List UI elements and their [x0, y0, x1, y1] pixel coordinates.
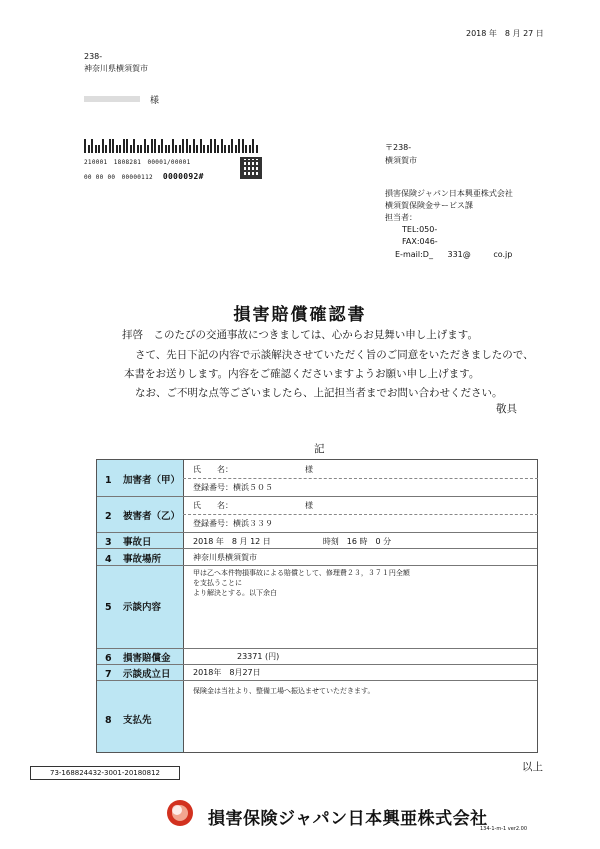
barcode-bar	[130, 145, 132, 153]
postal-barcode	[84, 134, 294, 148]
sender-email	[395, 250, 512, 259]
compensation-amount: 23371 (円)	[237, 652, 280, 661]
barcode-bar	[221, 139, 223, 153]
barcode-bar	[249, 145, 251, 153]
barcode-bar	[168, 145, 170, 153]
barcode-bar	[193, 139, 195, 153]
mail-code-line1: 210001 1808281 00001/00001	[84, 159, 191, 166]
table-row-divider	[97, 565, 537, 566]
table-inner-divider	[183, 514, 538, 515]
barcode-bar	[245, 145, 247, 153]
row-label-songaibaishokin: 6 損害賠償金	[105, 653, 171, 664]
document-title: 損害賠償確認書	[233, 305, 367, 325]
settlement-text-line1: 甲は乙へ本件物損事故による賠償として、修理費２３，３７１円全額	[193, 569, 410, 577]
row-label-jidannaiyo: 5 示談内容	[105, 602, 162, 613]
barcode-bar	[84, 139, 86, 153]
barcode-bar	[158, 145, 160, 153]
table-inner-divider	[183, 478, 538, 479]
barcode-bar	[256, 145, 258, 153]
row-label-jidanseiritsubi: 7 示談成立日	[105, 669, 171, 680]
accident-place: 神奈川県横須賀市	[193, 553, 257, 562]
company-logo-icon	[166, 799, 194, 827]
table-row-divider	[97, 532, 537, 533]
form-code: 134-1-m-1 ver2.00	[480, 826, 528, 832]
mail-code-line2	[84, 172, 204, 181]
barcode-bar	[165, 145, 167, 153]
row-label-higaisha: 2 被害者（乙）	[105, 511, 181, 522]
barcode-bar	[231, 139, 233, 153]
addressee-address: 神奈川県横須賀市	[84, 64, 148, 73]
kagaisha-registration: 登録番号：横浜５０５	[193, 483, 273, 492]
barcode-bar	[196, 145, 198, 153]
sender-company: 損害保険ジャパン日本興亜株式会社	[385, 189, 513, 198]
barcode-bar	[235, 145, 237, 153]
barcode-bar	[95, 145, 97, 153]
barcode-bar	[210, 139, 212, 153]
barcode-bar	[175, 145, 177, 153]
sender-tel: TEL:050-	[402, 225, 438, 234]
barcode-bar	[172, 139, 174, 153]
barcode-bar	[189, 145, 191, 153]
body-paragraph-4: なお、ご不明な点等ございましたら、上記担当者までお問い合わせください。	[135, 387, 503, 399]
barcode-bar	[224, 145, 226, 153]
ki-heading: 記	[314, 443, 325, 455]
settlement-date: 2018年 8月27日	[193, 668, 261, 677]
accident-date: 2018 年 8 月 12 日 時刻 16 時 0 分	[193, 537, 392, 546]
barcode-bar	[105, 145, 107, 153]
table-row-divider	[97, 680, 537, 681]
table-row-divider	[97, 548, 537, 549]
sender-email-end: co.jp	[493, 250, 513, 259]
qr-code-icon	[240, 157, 262, 179]
row-label-shiharaisaki: 8 支払先	[105, 715, 152, 726]
barcode-bar	[133, 139, 135, 153]
higaisha-registration: 登録番号：横浜３３９	[193, 519, 273, 528]
barcode-bar	[140, 145, 142, 153]
body-paragraph-2: さて、先日下記の内容で示談解決させていただく旨のご同意をいただきましたので、	[135, 349, 534, 361]
payee-text: 保険金は当社より、整備工場へ振込ませていただきます。	[193, 687, 375, 695]
row-label-jikobi: 3 事故日	[105, 537, 152, 548]
mail-code-line2-main: 00 00 00 00000112	[84, 174, 153, 181]
barcode-bar	[242, 139, 244, 153]
barcode-bar	[207, 145, 209, 153]
barcode-bar	[151, 139, 153, 153]
sender-email-mid: 331@	[447, 250, 471, 259]
barcode-bar	[116, 145, 118, 153]
settlement-table	[96, 459, 538, 753]
table-row-divider	[97, 496, 537, 497]
table-row-divider	[97, 648, 537, 649]
kagaisha-name: 氏 名： 様	[193, 465, 313, 474]
barcode-bar	[137, 145, 139, 153]
barcode-bar	[88, 145, 90, 153]
barcode-bar	[179, 145, 181, 153]
body-paragraph-3: 本書をお送りします。内容をご確認くださいますようお願い申し上げます。	[124, 368, 480, 380]
row-label-jikobasho: 4 事故場所	[105, 554, 162, 565]
barcode-bar	[147, 145, 149, 153]
barcode-bar	[161, 139, 163, 153]
settlement-text-line2: を支払うことに	[193, 579, 242, 587]
barcode-bar	[112, 139, 114, 153]
barcode-bar	[238, 139, 240, 153]
addressee-name-suffix: 様	[150, 96, 160, 106]
document-id-box: 73-168824432-3001-20180812	[30, 766, 180, 780]
sender-zip: 〒238-	[385, 143, 412, 152]
redacted-name	[84, 96, 140, 102]
sender-address: 横須賀市	[385, 156, 417, 165]
barcode-bar	[203, 145, 205, 153]
body-paragraph-1: 拝啓 このたびの交通事故につきましては、心からお見舞い申し上げます。	[122, 329, 478, 341]
table-row-divider	[97, 664, 537, 665]
ijo-marker: 以上	[522, 761, 543, 773]
sender-department: 横須賀保険金サービス課	[385, 201, 473, 210]
issue-date: 2018 年 8 月 27 日	[466, 29, 544, 38]
company-name-footer: 損害保険ジャパン日本興亜株式会社	[208, 809, 488, 829]
closing-keigu: 敬具	[496, 403, 517, 415]
barcode-bar	[214, 139, 216, 153]
barcode-bar	[182, 139, 184, 153]
sender-fax: FAX:046-	[402, 237, 438, 246]
barcode-bar	[102, 139, 104, 153]
mail-code-line2-bold: 0000092#	[162, 172, 204, 181]
barcode-bar	[186, 139, 188, 153]
higaisha-name: 氏 名： 様	[193, 501, 313, 510]
barcode-bar	[98, 145, 100, 153]
barcode-bar	[228, 145, 230, 153]
barcode-bar	[252, 139, 254, 153]
barcode-bar	[154, 139, 156, 153]
barcode-bar	[109, 139, 111, 153]
barcode-bar	[144, 139, 146, 153]
barcode-bar	[119, 145, 121, 153]
barcode-bar	[217, 145, 219, 153]
barcode-bar	[91, 139, 93, 153]
addressee-zip: 238-	[84, 52, 103, 61]
row-label-kagaisha: 1 加害者（甲）	[105, 475, 181, 486]
barcode-bar	[200, 139, 202, 153]
sender-person-label: 担当者：	[385, 213, 417, 222]
sender-email-label: E-mail:D_	[395, 250, 433, 259]
barcode-bar	[126, 139, 128, 153]
barcode-bar	[123, 139, 125, 153]
settlement-text-line3: より解決とする。以下余白	[193, 589, 277, 597]
